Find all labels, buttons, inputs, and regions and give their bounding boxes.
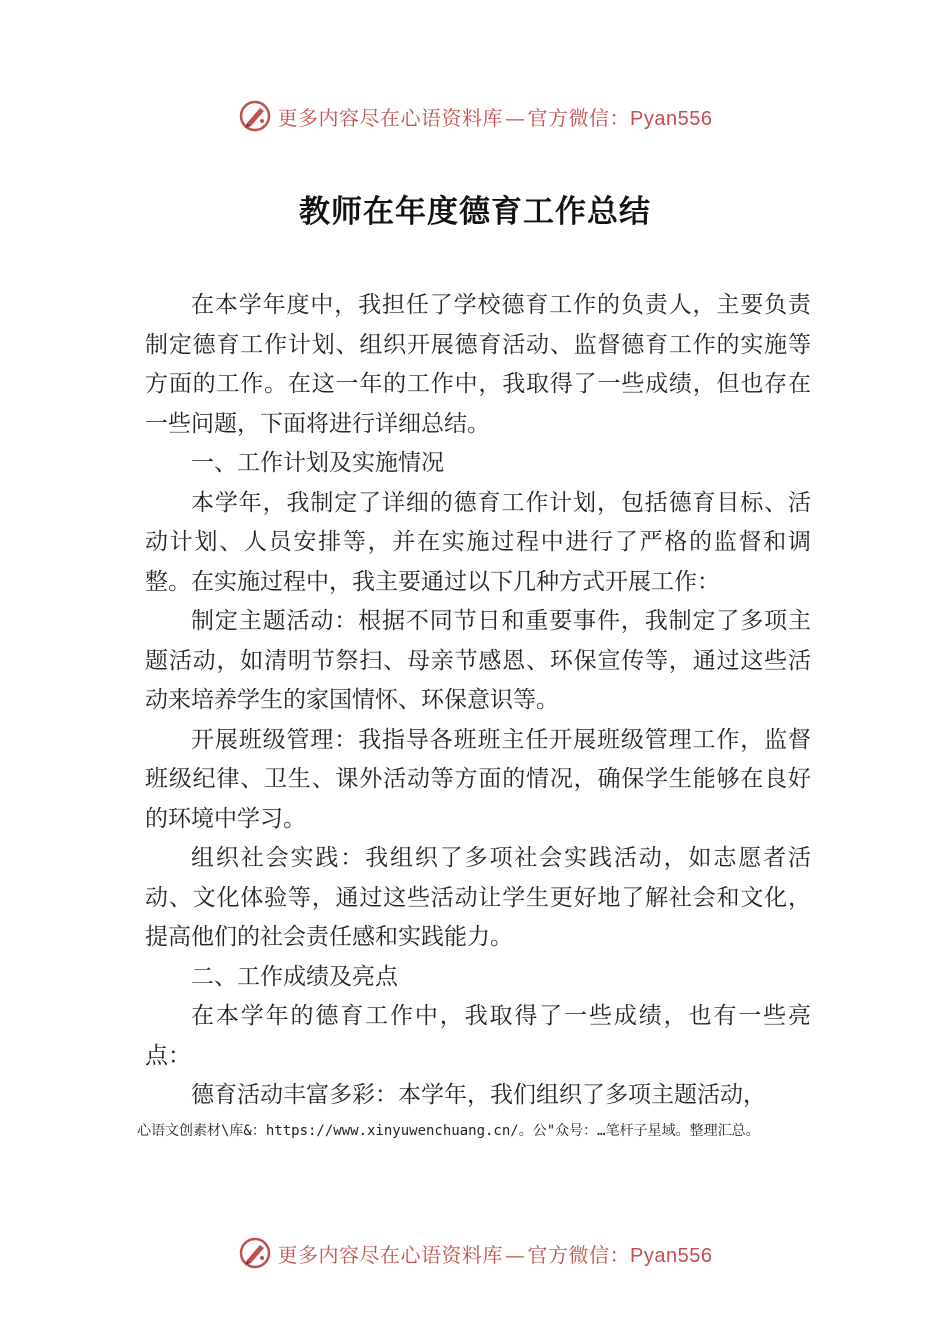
paragraph: 制定主题活动：根据不同节日和重要事件，我制定了多项主题活动，如清明节祭扫、母亲节感恩、环保宣传等，通过这些活动来培养学生的家国情怀、环保意识等。 xyxy=(145,608,811,713)
banner-site-name: 更多内容尽在心语资料库 xyxy=(277,105,504,130)
paragraph: 组织社会实践：我组织了多项社会实践活动，如志愿者活动、文化体验等，通过这些活动让学生更好地了解社会和文化，提高他们的社会责任感和实践能力。 xyxy=(145,845,811,950)
footer-banner xyxy=(0,1233,950,1273)
section-heading: 一、工作计划及实施情况 xyxy=(191,450,444,476)
paragraph: 德育活动丰富多彩：本学年，我们组织了多项主题活动， xyxy=(191,1082,766,1108)
banner-separator: — xyxy=(505,105,526,130)
source-footnote: 心语文创素材\库&：https://www.xinyuwenchuang.cn/。公"众号：…笔杆子星域。整理汇总。 xyxy=(137,1123,760,1139)
banner-text xyxy=(278,1239,713,1268)
document-title: 教师在年度德育工作总结 xyxy=(299,194,651,230)
section-heading: 二、工作成绩及亮点 xyxy=(191,963,398,990)
banner-separator: — xyxy=(505,1242,526,1267)
banner-wechat-label: 官方微信： xyxy=(527,105,631,130)
banner-text xyxy=(278,102,713,131)
banner-wechat-id: Pyan556 xyxy=(630,107,713,130)
header-banner xyxy=(0,96,950,136)
document-body xyxy=(145,286,811,1116)
pen-logo-icon xyxy=(238,99,272,133)
banner-site-name: 更多内容尽在心语资料库 xyxy=(277,1242,504,1267)
paragraph: 开展班级管理：我指导各班班主任开展班级管理工作，监督班级纪律、卫生、课外活动等方面的情况，确保学生能够在良好的环境中学习。 xyxy=(145,726,811,832)
paragraph: 在本学年的德育工作中，我取得了一些成绩，也有一些亮点： xyxy=(145,1003,811,1069)
pen-logo-icon xyxy=(238,1236,272,1270)
banner-wechat-id: Pyan556 xyxy=(630,1244,713,1267)
paragraph: 本学年，我制定了详细的德育工作计划，包括德育目标、活动计划、人员安排等，并在实施过程中进行了严格的监督和调整。在实施过程中，我主要通过以下几种方式开展工作： xyxy=(145,489,811,595)
paragraph: 在本学年度中，我担任了学校德育工作的负责人，主要负责制定德育工作计划、组织开展德育活动、监督德育工作的实施等方面的工作。在这一年的工作中，我取得了一些成绩，但也存在一些问题，下面将进行详细总结。 xyxy=(145,292,811,437)
banner-wechat-label: 官方微信： xyxy=(527,1242,631,1267)
